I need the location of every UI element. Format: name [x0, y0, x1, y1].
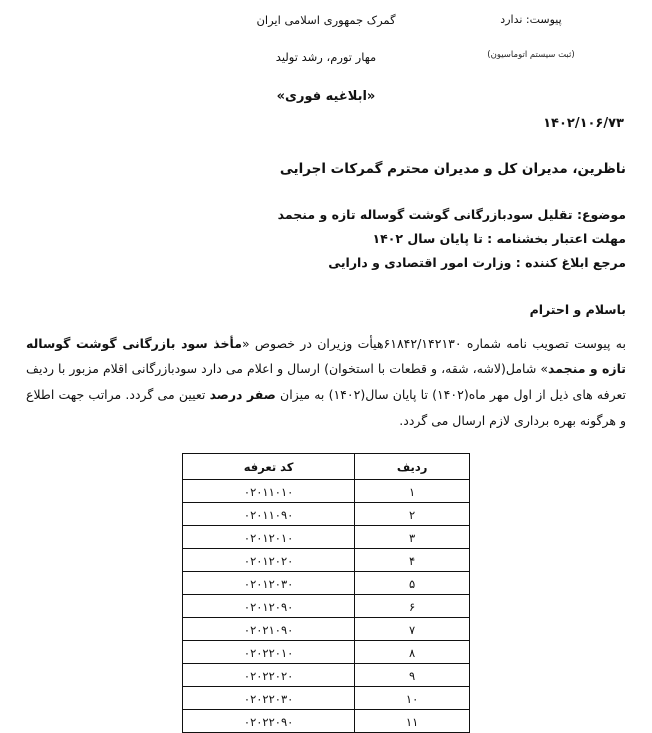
addressee-line: ناظرین، مدیران کل و مدیران محترم گمرکات اجرایی [279, 160, 626, 177]
cell-tariff-code: ۰۲۰۲۲۰۳۰ [183, 687, 355, 710]
table-row [183, 664, 470, 687]
cell-row-number: ۴ [355, 549, 470, 572]
column-header-tariff-code: کد تعرفه [183, 454, 355, 480]
body-paragraph [26, 331, 626, 434]
year-slogan: مهار تورم، رشد تولید [275, 50, 377, 65]
table-row [183, 618, 470, 641]
table-row [183, 641, 470, 664]
automation-system-note: (ثبت سیستم اتوماسیون) [487, 49, 575, 60]
body-part-1: به پیوست تصویب نامه شماره ۶۱۸۴۲/۱۴۲۱۳۰هیأت وزیران در خصوص « [241, 335, 626, 351]
table-row [183, 480, 470, 503]
body-part-2: » شامل(لاشه، شقه، و قطعات با استخوان) ارسال و اعلام می دارد سودبازرگانی اقلام مزبور با ردیف تعرفه های ذیل از اول مهر ماه(۱۴۰۲) تا پایان سال(۱۴۰۲) به میزان [26, 361, 626, 402]
document-meta [26, 203, 626, 276]
table-row [183, 572, 470, 595]
organization-title: گمرک جمهوری اسلامی ایران [256, 13, 396, 27]
issuer-line: مرجع ابلاغ کننده : وزارت امور اقتصادی و دارایی [328, 255, 626, 271]
cell-tariff-code: ۰۲۰۲۱۰۹۰ [183, 618, 355, 641]
body-part-3: تعیین می گردد. مراتب جهت اطلاع و هرگونه بهره برداری لازم ارسال می گردد. [26, 386, 626, 428]
cell-tariff-code: ۰۲۰۲۲۰۱۰ [183, 641, 355, 664]
table-row [183, 595, 470, 618]
tariff-table-wrapper [26, 453, 626, 733]
cell-row-number: ۱۱ [355, 710, 470, 733]
header-right-block [436, 10, 626, 61]
column-header-row-number: ردیف [355, 454, 470, 480]
document-header [26, 10, 626, 67]
cell-row-number: ۲ [355, 503, 470, 526]
urgent-notice-label: «ابلاغیه فوری» [276, 88, 376, 104]
cell-row-number: ۸ [355, 641, 470, 664]
cell-tariff-code: ۰۲۰۲۲۰۹۰ [183, 710, 355, 733]
cell-tariff-code: ۰۲۰۱۲۰۱۰ [183, 526, 355, 549]
table-row [183, 710, 470, 733]
header-center-block [216, 10, 436, 67]
tariff-table [182, 453, 470, 733]
subject-line: موضوع: تقلیل سودبازرگانی گوشت گوساله تازه و منجمد [277, 206, 626, 222]
cell-row-number: ۳ [355, 526, 470, 549]
cell-tariff-code: ۰۲۰۱۱۰۱۰ [183, 480, 355, 503]
attachment-note: پیوست: ندارد [500, 13, 562, 26]
document-number: ۱۴۰۲/۱۰۶/۷۳ [543, 115, 624, 131]
body-bold-2: صفر درصد [209, 386, 276, 402]
table-row [183, 687, 470, 710]
tariff-table-body [183, 480, 470, 733]
table-row [183, 549, 470, 572]
salutation: باسلام و احترام [529, 301, 626, 317]
table-header-row [183, 454, 470, 480]
cell-tariff-code: ۰۲۰۱۱۰۹۰ [183, 503, 355, 526]
tariff-table-head [183, 454, 470, 480]
table-row [183, 526, 470, 549]
cell-row-number: ۵ [355, 572, 470, 595]
cell-row-number: ۱۰ [355, 687, 470, 710]
body-bold-1: مأخذ سود بازرگانی گوشت گوساله تازه و منجمد [26, 335, 626, 377]
cell-row-number: ۷ [355, 618, 470, 641]
cell-row-number: ۹ [355, 664, 470, 687]
cell-tariff-code: ۰۲۰۲۲۰۲۰ [183, 664, 355, 687]
cell-tariff-code: ۰۲۰۱۲۰۲۰ [183, 549, 355, 572]
validity-line: مهلت اعتبار بخشنامه : تا پایان سال ۱۴۰۲ [372, 230, 626, 246]
cell-tariff-code: ۰۲۰۱۲۰۳۰ [183, 572, 355, 595]
cell-row-number: ۱ [355, 480, 470, 503]
cell-tariff-code: ۰۲۰۱۲۰۹۰ [183, 595, 355, 618]
cell-row-number: ۶ [355, 595, 470, 618]
table-row [183, 503, 470, 526]
